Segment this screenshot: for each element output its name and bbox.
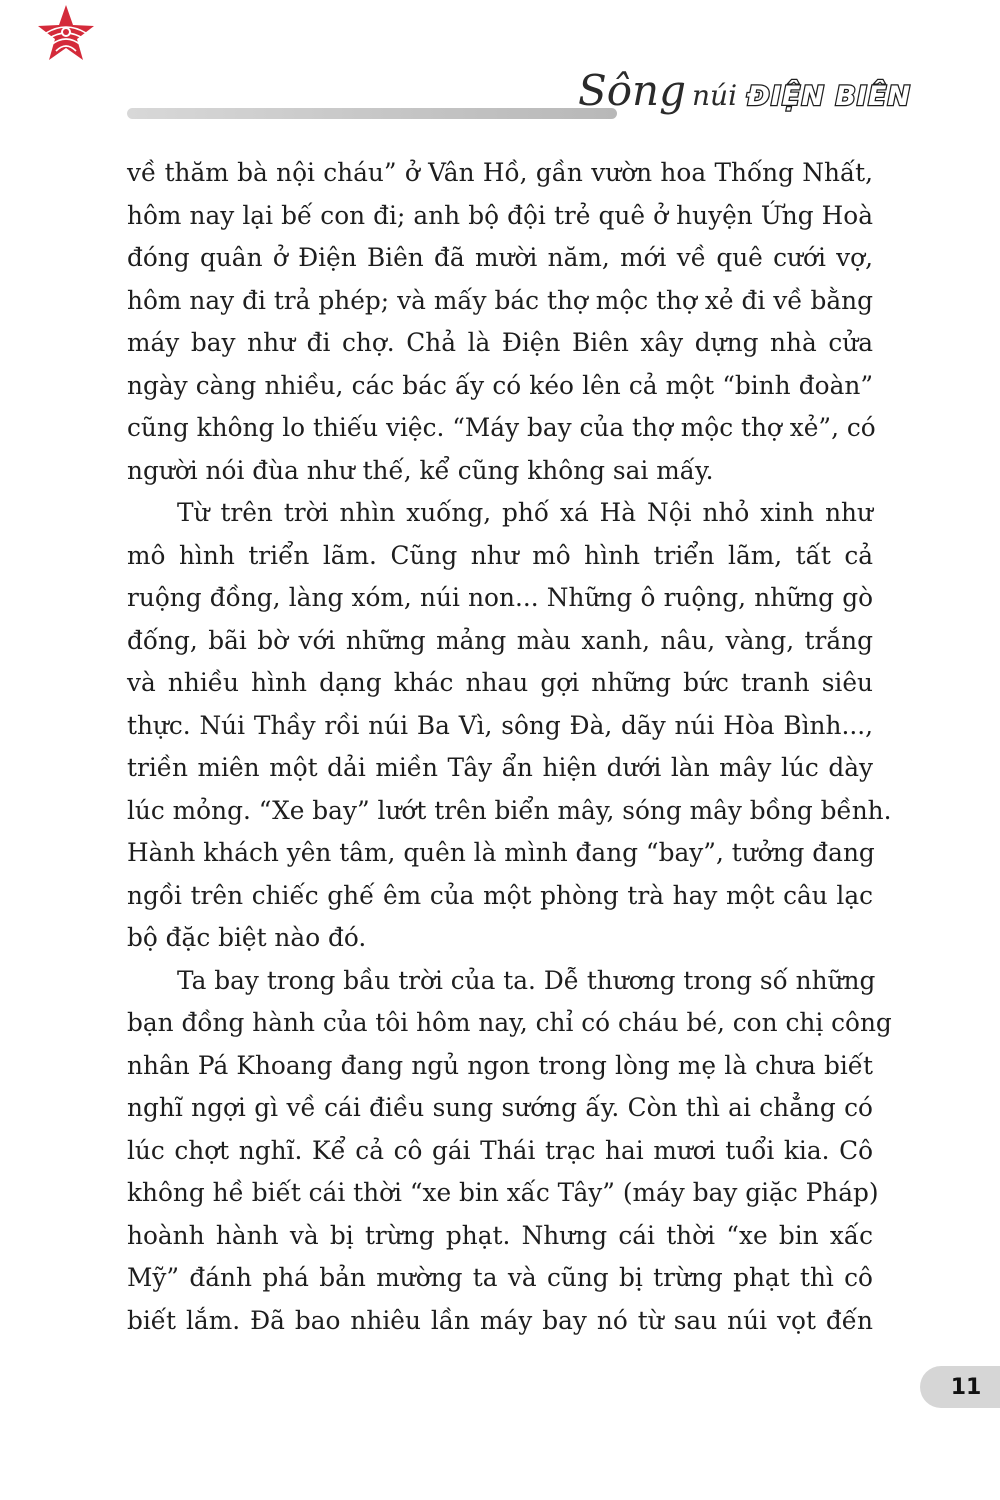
running-title bbox=[578, 66, 958, 126]
running-title-song: Sông bbox=[578, 66, 686, 115]
text-line: nhân Pá Khoang đang ngủ ngon trong lòng mẹ là chưa biết bbox=[127, 1050, 873, 1080]
red-star-emblem-icon bbox=[30, 4, 102, 66]
running-title-dien-bien: ĐIỆN BIÊN bbox=[747, 81, 912, 112]
text-line: lúc chợt nghĩ. Kể cả cô gái Thái trạc hai mươi tuổi kia. Cô bbox=[127, 1135, 873, 1165]
text-line: Hành khách yên tâm, quên là mình đang “bay”, tưởng đang bbox=[127, 838, 875, 867]
paragraph bbox=[127, 492, 892, 960]
text-line: người nói đùa như thế, kể cũng không sai mấy. bbox=[127, 455, 714, 485]
paragraph bbox=[127, 960, 892, 1343]
text-line: ngày càng nhiều, các bác ấy có kéo lên cả một “binh đoàn” bbox=[127, 370, 873, 400]
text-line: bạn đồng hành của tôi hôm nay, chỉ có cháu bé, con chị công bbox=[127, 1008, 892, 1037]
text-line: đống, bãi bờ với những mảng màu xanh, nâu, vàng, trắng bbox=[127, 625, 873, 655]
text-line: hôm nay lại bế con đi; anh bộ đội trẻ quê ở huyện Ứng Hoà bbox=[127, 200, 873, 230]
body-text bbox=[127, 152, 892, 1342]
text-line: đóng quân ở Điện Biên đã mười năm, mới về quê cưới vợ, bbox=[127, 243, 873, 272]
text-line: hôm nay đi trả phép; và mấy bác thợ mộc thợ xẻ đi về bằng bbox=[127, 285, 873, 315]
paragraph bbox=[127, 152, 876, 492]
header-rule bbox=[127, 108, 617, 119]
text-line: không hề biết cái thời “xe bin xấc Tây” (máy bay giặc Pháp) bbox=[127, 1178, 879, 1207]
text-line: về thăm bà nội cháu” ở Vân Hồ, gần vườn hoa Thống Nhất, bbox=[127, 158, 873, 187]
text-line: và nhiều hình dạng khác nhau gợi những bức tranh siêu bbox=[127, 668, 873, 697]
text-line: ruộng đồng, làng xóm, núi non... Những ô ruộng, những gò bbox=[127, 583, 873, 612]
page-number: 11 bbox=[950, 1375, 982, 1400]
text-line: lúc mỏng. “Xe bay” lướt trên biển mây, sóng mây bồng bềnh. bbox=[127, 795, 892, 825]
text-line: triền miên một dải miền Tây ẩn hiện dưới làn mây lúc dày bbox=[127, 753, 873, 782]
text-line: mô hình triển lãm. Cũng như mô hình triển lãm, tất cả bbox=[127, 540, 873, 570]
text-line: biết lắm. Đã bao nhiêu lần máy bay nó từ sau núi vọt đến bbox=[127, 1305, 873, 1335]
text-line: bộ đặc biệt nào đó. bbox=[127, 923, 367, 952]
text-line: nghĩ ngợi gì về cái điều sung sướng ấy. Còn thì ai chẳng có bbox=[127, 1093, 873, 1122]
publisher-logo bbox=[30, 4, 102, 66]
text-line: cũng không lo thiếu việc. “Máy bay của thợ mộc thợ xẻ”, có bbox=[127, 413, 876, 442]
text-line: thực. Núi Thầy rồi núi Ba Vì, sông Đà, dãy núi Hòa Bình..., bbox=[127, 710, 873, 740]
text-line: Ta bay trong bầu trời của ta. Dễ thương trong số những bbox=[177, 965, 876, 995]
text-line: ngồi trên chiếc ghế êm của một phòng trà hay một câu lạc bbox=[127, 880, 873, 910]
text-line: hoành hành và bị trừng phạt. Nhưng cái thời “xe bin xấc bbox=[127, 1220, 873, 1250]
text-line: Mỹ” đánh phá bản mường ta và cũng bị trừng phạt thì cô bbox=[127, 1263, 873, 1292]
text-line: máy bay như đi chợ. Chả là Điện Biên xây dựng nhà cửa bbox=[127, 328, 873, 357]
running-title-nui: núi bbox=[692, 79, 738, 112]
text-line: Từ trên trời nhìn xuống, phố xá Hà Nội nhỏ xinh như bbox=[177, 498, 873, 527]
